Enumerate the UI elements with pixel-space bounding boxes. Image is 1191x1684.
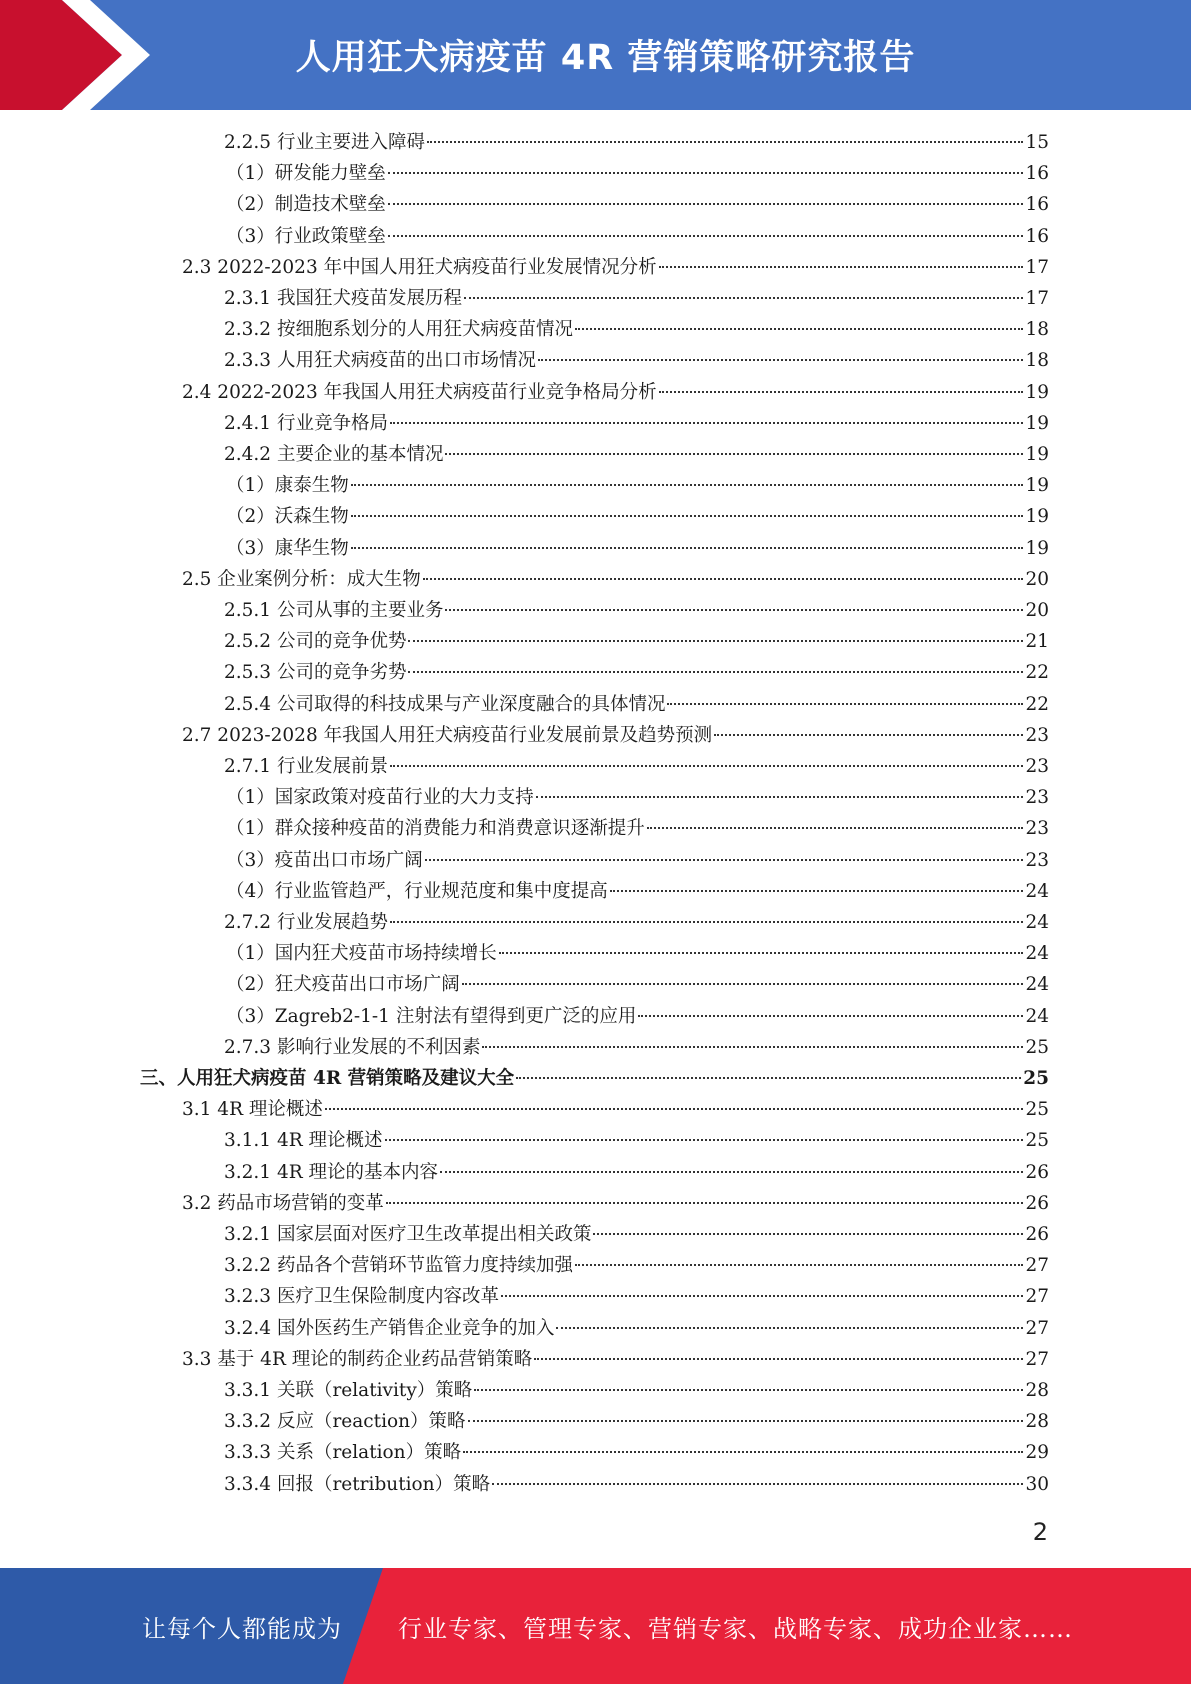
toc-dot-leader bbox=[556, 1327, 1023, 1329]
toc-dot-leader bbox=[462, 983, 1024, 985]
toc-entry[interactable] bbox=[224, 1437, 1049, 1468]
toc-entry[interactable] bbox=[182, 564, 1049, 595]
toc-dot-leader bbox=[440, 1171, 1023, 1173]
toc-entry-title: 2.5.1 公司从事的主要业务 bbox=[224, 600, 444, 621]
toc-entry-title: 2.4 2022-2023 年我国人用狂犬病疫苗行业竞争格局分析 bbox=[182, 381, 657, 403]
toc-entry-title: 3.1 4R 理论概述 bbox=[182, 1099, 323, 1121]
toc-entry-page: 26 bbox=[1025, 1224, 1049, 1245]
toc-dot-leader bbox=[536, 796, 1024, 798]
toc-entry-page: 19 bbox=[1025, 444, 1049, 465]
toc-entry-title: 3.2.1 4R 理论的基本内容 bbox=[224, 1161, 439, 1183]
toc-dot-leader bbox=[501, 1295, 1023, 1297]
toc-dot-leader bbox=[390, 921, 1023, 923]
toc-dot-leader bbox=[325, 1108, 1024, 1110]
toc-dot-leader bbox=[388, 203, 1024, 205]
toc-dot-leader bbox=[516, 1077, 1021, 1079]
toc-entry-title: 3.3.3 关系（relation）策略 bbox=[224, 1442, 462, 1464]
toc-entry-page: 20 bbox=[1025, 568, 1049, 590]
toc-entry-page: 19 bbox=[1025, 381, 1049, 403]
toc-dot-leader bbox=[351, 547, 1024, 549]
toc-dot-leader bbox=[408, 640, 1023, 642]
toc-dot-leader bbox=[408, 671, 1023, 673]
toc-entry-page: 27 bbox=[1025, 1255, 1049, 1277]
toc-entry-title: 2.3.3 人用狂犬病疫苗的出口市场情况 bbox=[224, 350, 536, 372]
toc-entry[interactable] bbox=[224, 751, 1049, 782]
toc-dot-leader bbox=[386, 1202, 1024, 1204]
toc-dot-leader bbox=[445, 609, 1023, 611]
toc-dot-leader bbox=[425, 859, 1024, 861]
footer-slogan-right: 行业专家、管理专家、营销专家、战略专家、成功企业家…… bbox=[398, 1614, 1073, 1643]
toc-dot-leader bbox=[445, 453, 1023, 455]
toc-entry-page: 23 bbox=[1025, 818, 1049, 840]
toc-entry-page: 19 bbox=[1025, 506, 1049, 528]
toc-entry[interactable] bbox=[226, 221, 1049, 252]
toc-entry[interactable] bbox=[224, 657, 1049, 688]
toc-entry-page: 16 bbox=[1025, 225, 1049, 247]
toc-entry-title: 3.2.1 国家层面对医疗卫生改革提出相关政策 bbox=[224, 1224, 592, 1245]
toc-entry-title: （4）行业监管趋严，行业规范度和集中度提高 bbox=[226, 880, 608, 902]
toc-dot-leader bbox=[390, 422, 1023, 424]
toc-entry-page: 25 bbox=[1023, 1068, 1049, 1089]
toc-entry-title: （3）Zagreb2-1-1 注射法有望得到更广泛的应用 bbox=[226, 1005, 637, 1027]
toc-entry-page: 27 bbox=[1025, 1317, 1049, 1339]
header-banner bbox=[0, 0, 1191, 110]
toc-entry[interactable] bbox=[182, 720, 1049, 751]
toc-entry-page: 29 bbox=[1025, 1442, 1049, 1464]
toc-entry-title: 2.4.1 行业竞争格局 bbox=[224, 412, 388, 434]
toc-dot-leader bbox=[468, 1420, 1024, 1422]
footer-banner bbox=[0, 1568, 1191, 1684]
toc-entry-title: （2）狂犬疫苗出口市场广阔 bbox=[226, 974, 460, 996]
toc-entry[interactable] bbox=[226, 813, 1049, 844]
toc-entry[interactable] bbox=[224, 345, 1049, 376]
toc-entry[interactable] bbox=[224, 1157, 1049, 1188]
toc-dot-leader bbox=[714, 734, 1023, 736]
toc-entry-title: 3.3.1 关联（relativity）策略 bbox=[224, 1380, 473, 1401]
toc-dot-leader bbox=[427, 141, 1023, 143]
toc-dot-leader bbox=[388, 172, 1024, 174]
toc-entry-title: （3）疫苗出口市场广阔 bbox=[226, 849, 423, 871]
toc-dot-leader bbox=[659, 391, 1024, 393]
toc-entry-title: 2.3.1 我国狂犬疫苗发展历程 bbox=[224, 288, 462, 309]
toc-entry-page: 18 bbox=[1025, 350, 1049, 372]
toc-entry-title: 3.2.4 国外医药生产销售企业竞争的加入 bbox=[224, 1317, 555, 1339]
toc-entry-page: 22 bbox=[1025, 662, 1049, 684]
toc-entry-page: 19 bbox=[1025, 475, 1049, 497]
toc-entry-page: 27 bbox=[1025, 1286, 1049, 1308]
toc-entry-page: 24 bbox=[1025, 974, 1049, 996]
toc-entry-page: 23 bbox=[1025, 724, 1049, 746]
toc-entry-title: 2.5 企业案例分析：成大生物 bbox=[182, 568, 421, 590]
toc-entry[interactable] bbox=[226, 189, 1049, 220]
toc-entry-page: 19 bbox=[1025, 537, 1049, 559]
toc-entry-page: 17 bbox=[1025, 288, 1049, 309]
toc-entry-page: 17 bbox=[1025, 256, 1049, 278]
toc-entry-title: （3）康华生物 bbox=[226, 537, 349, 559]
toc-entry-page: 26 bbox=[1025, 1192, 1049, 1214]
toc-entry-title: 3.2.3 医疗卫生保险制度内容改革 bbox=[224, 1286, 499, 1308]
toc-entry[interactable] bbox=[182, 377, 1049, 408]
toc-dot-leader bbox=[647, 827, 1024, 829]
toc-entry-title: 2.2.5 行业主要进入障碍 bbox=[224, 132, 425, 153]
toc-entry[interactable] bbox=[226, 158, 1049, 189]
toc-entry-title: 3.3.4 回报（retribution）策略 bbox=[224, 1473, 491, 1495]
toc-entry-title: （1）国内狂犬疫苗市场持续增长 bbox=[226, 943, 497, 965]
toc-entry-page: 15 bbox=[1025, 132, 1049, 153]
toc-entry[interactable] bbox=[226, 876, 1049, 907]
toc-entry[interactable] bbox=[182, 1094, 1049, 1125]
toc-entry-title: 3.3 基于 4R 理论的制药企业药品营销策略 bbox=[182, 1348, 533, 1370]
toc-dot-leader bbox=[575, 1264, 1023, 1266]
toc-dot-leader bbox=[538, 359, 1023, 361]
toc-entry[interactable] bbox=[226, 782, 1049, 813]
toc-entry-page: 24 bbox=[1025, 1005, 1049, 1027]
toc-dot-leader bbox=[667, 703, 1023, 705]
toc-dot-leader bbox=[351, 515, 1024, 517]
toc-entry-page: 24 bbox=[1025, 943, 1049, 965]
toc-dot-leader bbox=[593, 1233, 1023, 1235]
toc-entry-page: 27 bbox=[1025, 1348, 1049, 1370]
toc-entry[interactable] bbox=[224, 127, 1049, 158]
toc-entry-title: 3.3.2 反应（reaction）策略 bbox=[224, 1411, 466, 1433]
page-number: 2 bbox=[1032, 1518, 1048, 1546]
toc-entry-title: 2.7.2 行业发展趋势 bbox=[224, 912, 388, 933]
toc-dot-leader bbox=[390, 765, 1023, 767]
toc-entry-page: 21 bbox=[1025, 631, 1049, 653]
toc-entry[interactable] bbox=[224, 595, 1049, 626]
toc-entry-page: 16 bbox=[1025, 163, 1049, 185]
toc-entry[interactable] bbox=[224, 1375, 1049, 1406]
toc-entry[interactable] bbox=[226, 969, 1049, 1000]
toc-entry-title: （3）行业政策壁垒 bbox=[226, 225, 386, 247]
toc-entry[interactable] bbox=[224, 1032, 1049, 1063]
toc-entry-page: 28 bbox=[1025, 1411, 1049, 1433]
toc-entry-title: （1）研发能力壁垒 bbox=[226, 163, 386, 185]
toc-dot-leader bbox=[492, 1483, 1023, 1485]
toc-entry[interactable] bbox=[224, 1406, 1049, 1437]
toc-entry-page: 16 bbox=[1025, 194, 1049, 216]
toc-entry[interactable] bbox=[224, 907, 1049, 938]
toc-entry-page: 18 bbox=[1025, 319, 1049, 341]
toc-entry-page: 25 bbox=[1025, 1130, 1049, 1152]
toc-entry-page: 30 bbox=[1025, 1473, 1049, 1495]
toc-dot-leader bbox=[385, 1139, 1024, 1141]
toc-entry[interactable] bbox=[224, 1281, 1049, 1312]
toc-entry-page: 23 bbox=[1025, 756, 1049, 777]
toc-entry-title: 2.7.1 行业发展前景 bbox=[224, 756, 388, 777]
toc-entry-page: 24 bbox=[1025, 880, 1049, 902]
toc-entry[interactable] bbox=[226, 845, 1049, 876]
toc-entry[interactable] bbox=[224, 1313, 1049, 1344]
toc-entry-title: （2）制造技术壁垒 bbox=[226, 194, 386, 216]
toc-entry[interactable] bbox=[224, 1469, 1049, 1500]
toc-entry[interactable] bbox=[224, 626, 1049, 657]
toc-entry-title: （2）沃森生物 bbox=[226, 506, 349, 528]
toc-dot-leader bbox=[610, 890, 1024, 892]
toc-entry[interactable] bbox=[226, 938, 1049, 969]
toc-entry-title: 3.2.2 药品各个营销环节监管力度持续加强 bbox=[224, 1255, 573, 1277]
toc-dot-leader bbox=[423, 578, 1024, 580]
toc-entry[interactable] bbox=[140, 1063, 1049, 1094]
toc-dot-leader bbox=[659, 266, 1024, 268]
toc-entry-page: 22 bbox=[1025, 693, 1049, 715]
toc-entry-title: 2.4.2 主要企业的基本情况 bbox=[224, 444, 444, 465]
toc-entry-title: 2.5.3 公司的竞争劣势 bbox=[224, 662, 407, 684]
toc-entry-title: 2.7 2023-2028 年我国人用狂犬病疫苗行业发展前景及趋势预测 bbox=[182, 724, 713, 746]
toc-dot-leader bbox=[575, 328, 1023, 330]
toc-dot-leader bbox=[499, 952, 1024, 954]
toc-dot-leader bbox=[351, 484, 1024, 486]
footer-slogan-left: 让每个人都能成为 bbox=[142, 1614, 342, 1643]
toc-entry-page: 25 bbox=[1025, 1099, 1049, 1121]
toc-entry-title: （1）国家政策对疫苗行业的大力支持 bbox=[226, 787, 534, 809]
toc-entry-page: 25 bbox=[1025, 1036, 1049, 1058]
toc-dot-leader bbox=[463, 1451, 1023, 1453]
toc-entry[interactable] bbox=[226, 533, 1049, 564]
toc-entry-title: 三、人用狂犬病疫苗 4R 营销策略及建议大全 bbox=[140, 1068, 515, 1089]
toc-entry[interactable] bbox=[226, 470, 1049, 501]
toc-dot-leader bbox=[482, 1046, 1023, 1048]
toc-entry-page: 24 bbox=[1025, 912, 1049, 933]
toc-entry[interactable] bbox=[224, 314, 1049, 345]
toc-entry-page: 28 bbox=[1025, 1380, 1049, 1401]
toc-dot-leader bbox=[638, 1015, 1023, 1017]
toc-entry-page: 23 bbox=[1025, 849, 1049, 871]
toc-entry-title: （1）群众接种疫苗的消费能力和消费意识逐渐提升 bbox=[226, 818, 645, 840]
toc-entry-page: 26 bbox=[1025, 1161, 1049, 1183]
toc-entry-title: 2.3 2022-2023 年中国人用狂犬病疫苗行业发展情况分析 bbox=[182, 256, 657, 278]
toc-entry[interactable] bbox=[224, 1250, 1049, 1281]
toc-entry[interactable] bbox=[224, 283, 1049, 314]
toc-entry-page: 19 bbox=[1025, 412, 1049, 434]
toc-entry[interactable] bbox=[224, 689, 1049, 720]
toc-entry[interactable] bbox=[224, 439, 1049, 470]
toc-entry-page: 23 bbox=[1025, 787, 1049, 809]
toc-entry-page: 20 bbox=[1025, 600, 1049, 621]
toc-dot-leader bbox=[388, 235, 1024, 237]
toc-entry[interactable] bbox=[224, 408, 1049, 439]
toc-dot-leader bbox=[464, 297, 1023, 299]
toc-entry[interactable] bbox=[182, 1188, 1049, 1219]
toc-entry-title: 2.5.4 公司取得的科技成果与产业深度融合的具体情况 bbox=[224, 693, 666, 715]
toc-entry-title: 2.3.2 按细胞系划分的人用狂犬病疫苗情况 bbox=[224, 319, 573, 341]
toc-entry[interactable] bbox=[182, 1344, 1049, 1375]
toc-entry-title: 2.7.3 影响行业发展的不利因素 bbox=[224, 1036, 481, 1058]
report-title: 人用狂犬病疫苗 4R 营销策略研究报告 bbox=[295, 38, 916, 78]
toc-entry-title: （1）康泰生物 bbox=[226, 475, 349, 497]
toc-dot-leader bbox=[534, 1358, 1023, 1360]
toc-entry[interactable] bbox=[226, 1001, 1049, 1032]
toc-entry-title: 3.2 药品市场营销的变革 bbox=[182, 1192, 384, 1214]
toc-entry[interactable] bbox=[224, 1219, 1049, 1250]
toc-entry[interactable] bbox=[182, 252, 1049, 283]
toc-entry-title: 2.5.2 公司的竞争优势 bbox=[224, 631, 407, 653]
toc-entry-title: 3.1.1 4R 理论概述 bbox=[224, 1130, 383, 1152]
toc-entry[interactable] bbox=[224, 1125, 1049, 1156]
toc-entry[interactable] bbox=[226, 501, 1049, 532]
toc-dot-leader bbox=[474, 1389, 1023, 1391]
